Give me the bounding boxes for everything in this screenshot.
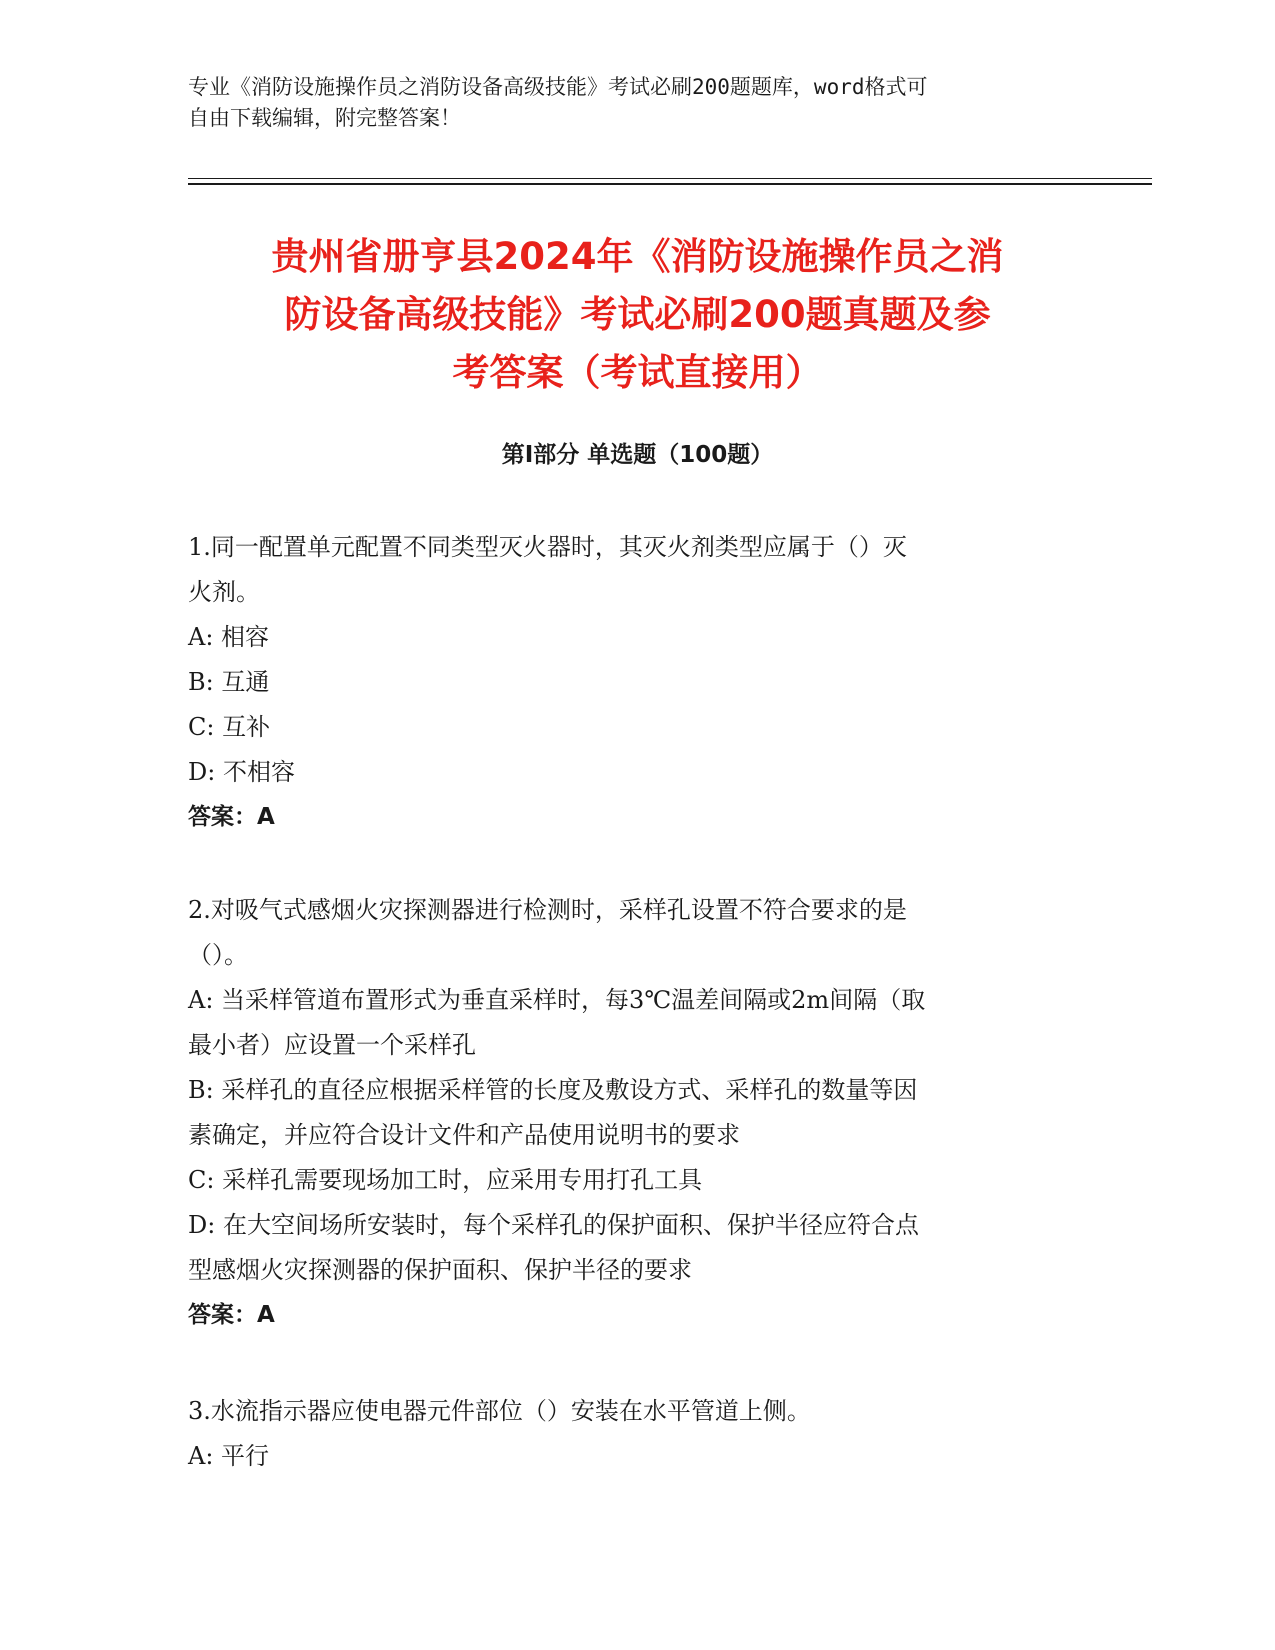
option-c: C: 采样孔需要现场加工时，应采用专用打孔工具 — [188, 1166, 703, 1194]
option-d: D: 在大空间场所安装时，每个采样孔的保护面积、保护半径应符合点 — [188, 1211, 919, 1239]
title-line-2: 防设备高级技能》考试必刷200题真题及参 — [284, 293, 991, 336]
question-2 — [188, 888, 1088, 1338]
header-divider-thin — [188, 178, 1152, 179]
option-d-continued: 型感烟火灾探测器的保护面积、保护半径的要求 — [188, 1256, 692, 1284]
option-c: C: 互补 — [188, 713, 271, 741]
title-line-3: 考答案（考试直接用） — [452, 351, 823, 394]
question-3 — [188, 1389, 1088, 1479]
title-line-1: 贵州省册亨县2024年《消防设施操作员之消 — [271, 235, 1004, 278]
question-stem-line: 2.对吸气式感烟火灾探测器进行检测时，采样孔设置不符合要求的是 — [188, 896, 907, 924]
section-heading: 第Ⅰ部分 单选题（100题） — [501, 442, 774, 468]
question-stem-line: （）。 — [188, 941, 248, 969]
answer-line: 答案：A — [188, 1302, 275, 1328]
header-note-line-2: 自由下载编辑，附完整答案！ — [188, 106, 461, 130]
header-divider-thick — [188, 183, 1152, 185]
document-title — [140, 228, 1135, 402]
header-note — [188, 72, 1088, 134]
question-stem-line: 火剂。 — [188, 578, 260, 606]
answer-line: 答案：A — [188, 804, 275, 830]
option-d: D: 不相容 — [188, 758, 295, 786]
option-b-continued: 素确定，并应符合设计文件和产品使用说明书的要求 — [188, 1121, 740, 1149]
option-b: B: 采样孔的直径应根据采样管的长度及敷设方式、采样孔的数量等因 — [188, 1076, 918, 1104]
option-b: B: 互通 — [188, 668, 270, 696]
option-a: A: 相容 — [188, 623, 270, 651]
option-a: A: 当采样管道布置形式为垂直采样时，每3℃温差间隔或2m间隔（取 — [188, 986, 926, 1014]
header-note-line-1: 专业《消防设施操作员之消防设备高级技能》考试必刷200题题库，word格式可 — [188, 75, 928, 99]
question-stem-line: 1.同一配置单元配置不同类型灭火器时，其灭火剂类型应属于（）灭 — [188, 533, 907, 561]
option-a-continued: 最小者）应设置一个采样孔 — [188, 1031, 476, 1059]
question-stem-line: 3.水流指示器应使电器元件部位（）安装在水平管道上侧。 — [188, 1397, 811, 1425]
option-a: A: 平行 — [188, 1442, 270, 1470]
question-1 — [188, 525, 1088, 840]
